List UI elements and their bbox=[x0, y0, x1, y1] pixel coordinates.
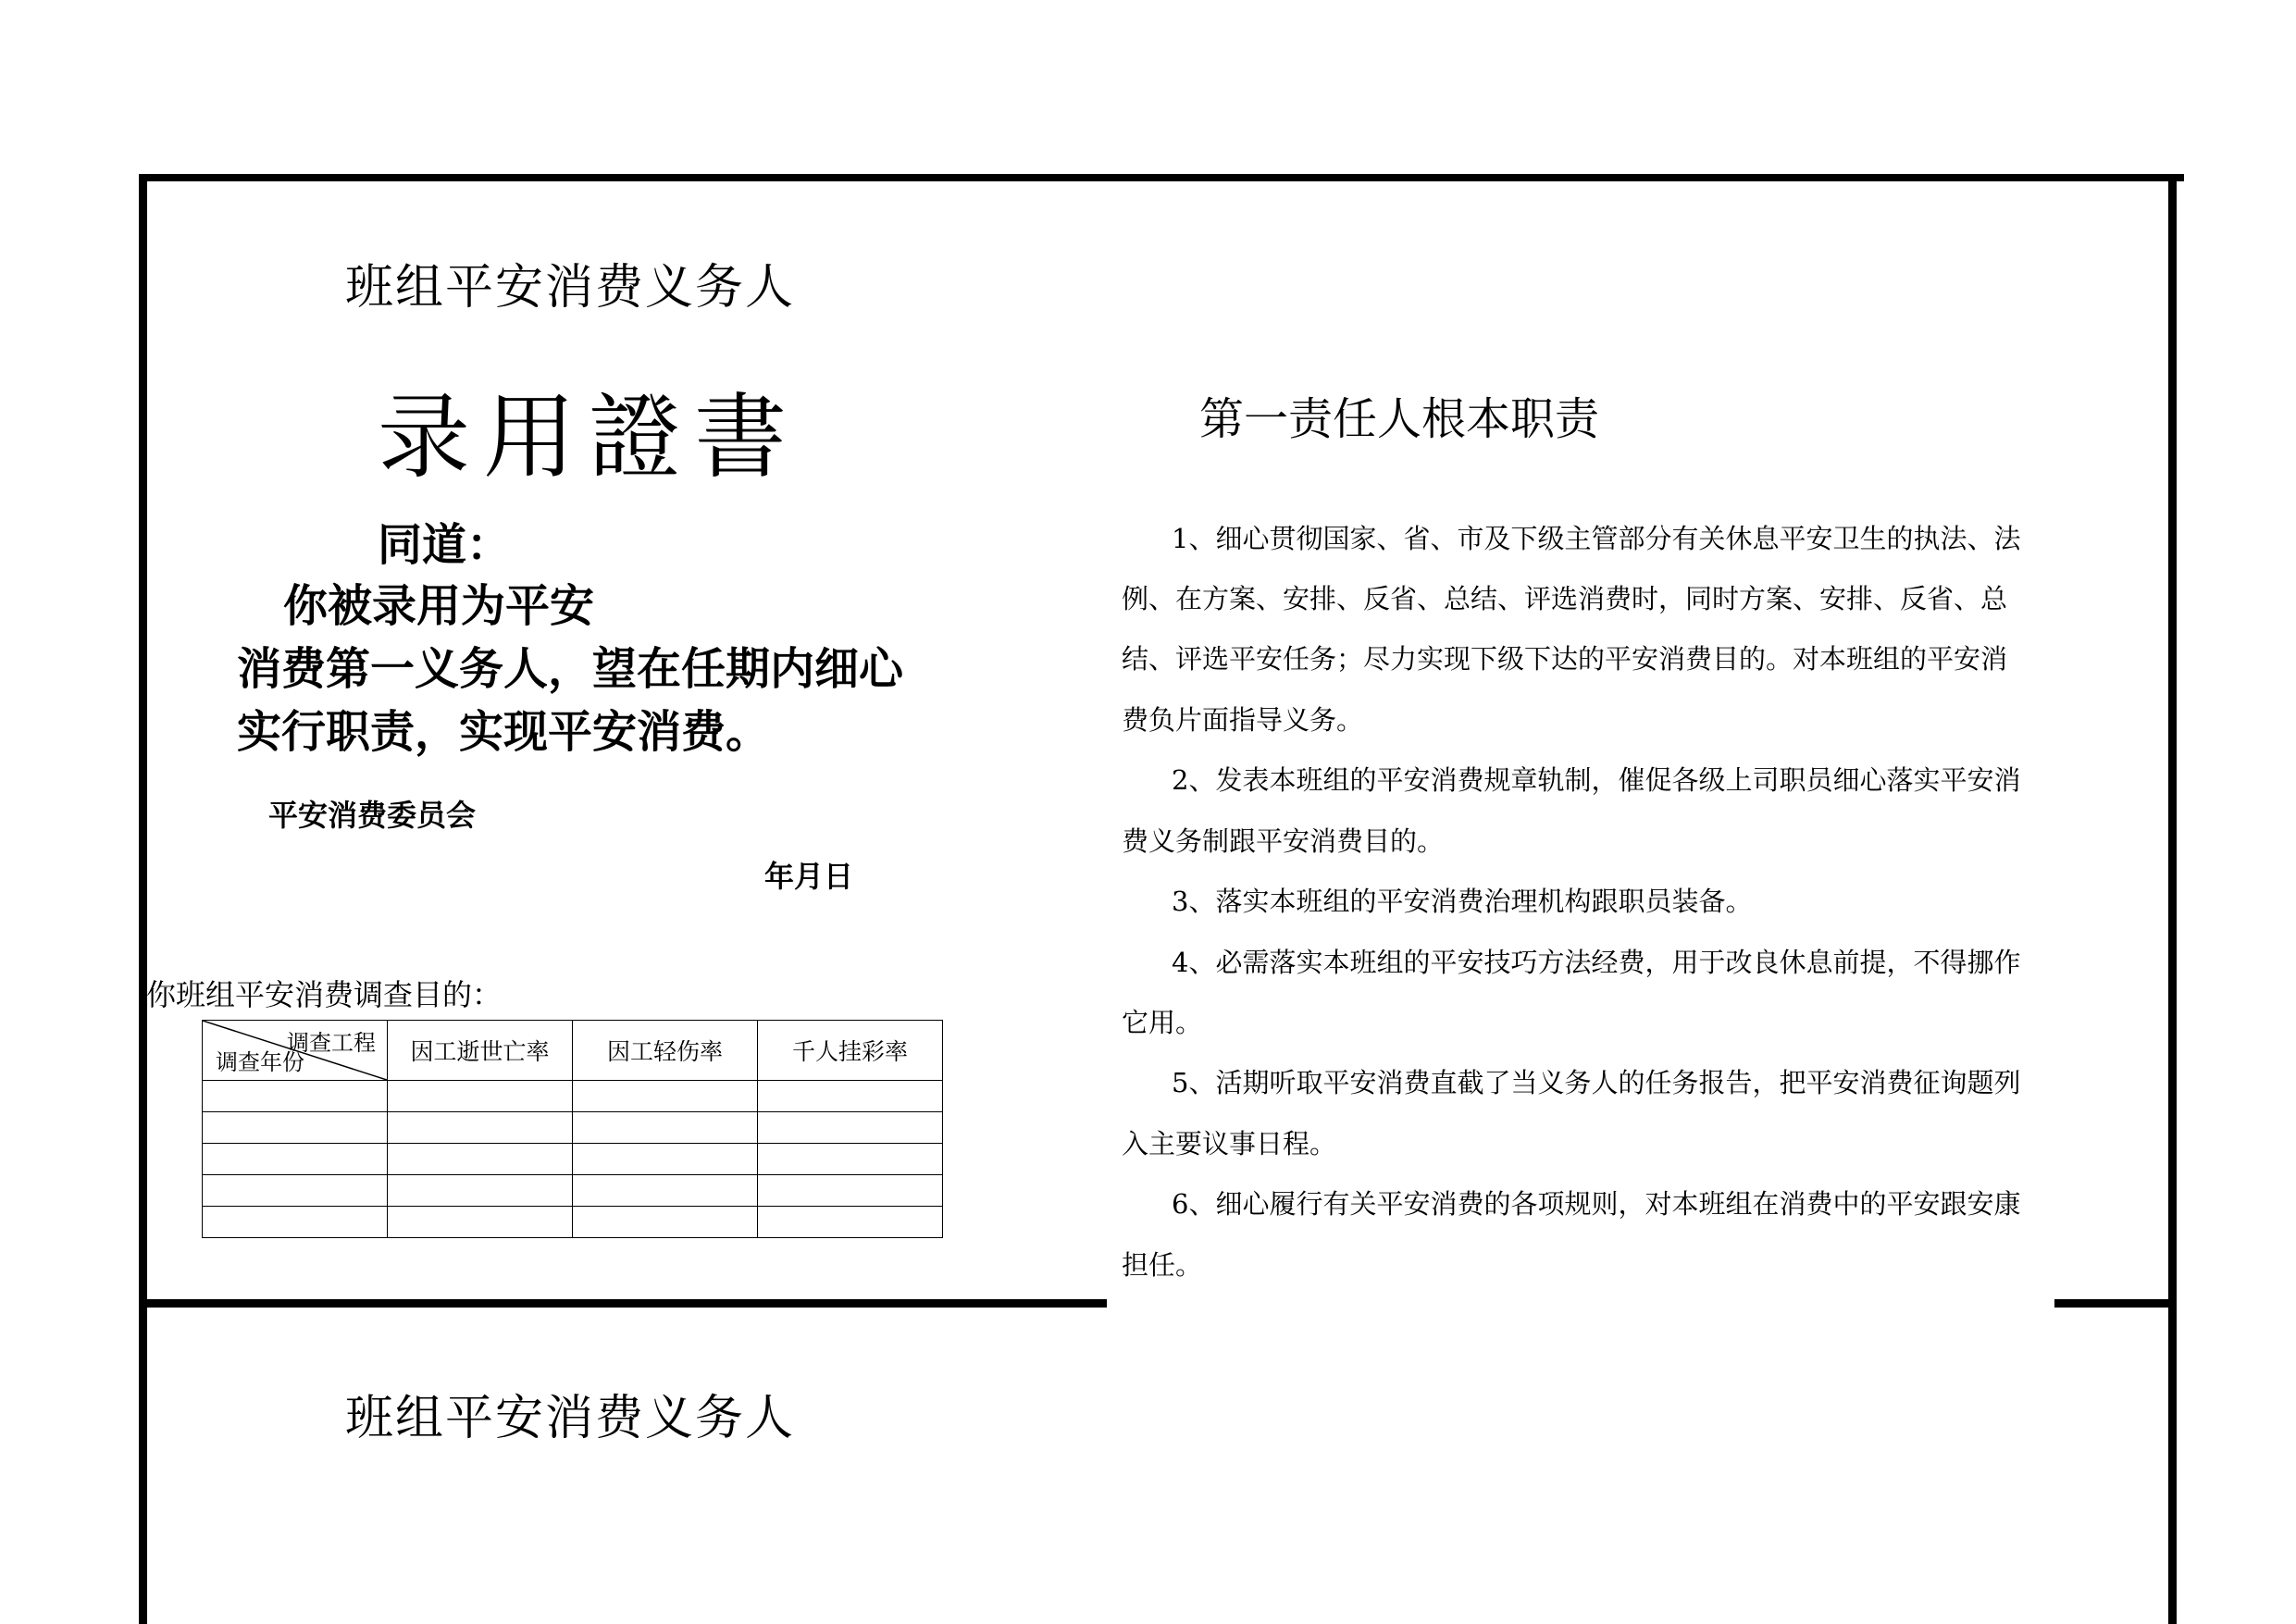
duty-line: 4、必需落实本班组的平安技巧方法经费，用于改良休息前提，不得挪作 bbox=[1172, 947, 2021, 978]
certificate-body-line: 消费第一义务人，望在任期内细心 bbox=[237, 643, 904, 695]
survey-cell bbox=[758, 1207, 943, 1238]
survey-cell bbox=[388, 1207, 573, 1238]
duty-line: 担任。 bbox=[1122, 1249, 1203, 1281]
survey-table-row bbox=[203, 1144, 943, 1175]
survey-diag-bottom-label: 调查年份 bbox=[216, 1049, 304, 1075]
duties-title: 第一责任人根本职责 bbox=[1199, 393, 1600, 445]
survey-cell bbox=[203, 1081, 388, 1112]
survey-cell bbox=[758, 1144, 943, 1175]
frame-divider-left bbox=[139, 1299, 1107, 1308]
survey-table-row bbox=[203, 1112, 943, 1144]
survey-header-row bbox=[203, 1021, 943, 1081]
survey-cell bbox=[388, 1112, 573, 1144]
duty-line: 5、活期听取平安消费直截了当义务人的任务报告，把平安消费征询题列 bbox=[1172, 1067, 2021, 1098]
certificate-body-line: 实行职责，实现平安消费。 bbox=[237, 706, 771, 758]
survey-column-header: 因工轻伤率 bbox=[573, 1021, 758, 1081]
duty-line: 结、评选平安任务；尽力实现下级下达的平安消费目的。对本班组的平安消 bbox=[1122, 643, 2008, 675]
survey-cell bbox=[203, 1144, 388, 1175]
survey-cell bbox=[203, 1175, 388, 1207]
survey-table-row bbox=[203, 1081, 943, 1112]
frame-divider-right bbox=[2054, 1299, 2177, 1308]
survey-cell bbox=[758, 1175, 943, 1207]
survey-cell bbox=[573, 1175, 758, 1207]
survey-cell bbox=[758, 1112, 943, 1144]
certificate-date: 年月日 bbox=[764, 859, 854, 894]
duty-line: 1、细心贯彻国家、省、市及下级主管部分有关休息平安卫生的执法、法 bbox=[1172, 523, 2021, 554]
frame-right-border bbox=[2168, 174, 2177, 1624]
survey-diagonal-header-cell bbox=[203, 1021, 388, 1081]
survey-cell bbox=[203, 1112, 388, 1144]
certificate-greeting: 同道： bbox=[378, 519, 512, 571]
duty-line: 例、在方案、安排、反省、总结、评选消费时，同时方案、安排、反省、总 bbox=[1122, 583, 2008, 614]
duty-line: 费负片面指导义务。 bbox=[1122, 704, 1364, 736]
duty-line: 它用。 bbox=[1122, 1007, 1203, 1038]
certificate-issuer: 平安消费委员会 bbox=[268, 798, 477, 833]
second-card-subtitle: 班组平安消费义务人 bbox=[345, 1391, 796, 1446]
frame-left-border bbox=[139, 174, 147, 1624]
survey-cell bbox=[388, 1175, 573, 1207]
survey-cell bbox=[573, 1144, 758, 1175]
survey-cell bbox=[758, 1081, 943, 1112]
survey-column-header: 千人挂彩率 bbox=[758, 1021, 943, 1081]
survey-cell bbox=[388, 1144, 573, 1175]
certificate-subtitle: 班组平安消费义务人 bbox=[345, 260, 796, 316]
survey-table-row bbox=[203, 1207, 943, 1238]
certificate-title: 录用證書 bbox=[378, 383, 800, 491]
duty-line: 入主要议事日程。 bbox=[1122, 1128, 1337, 1159]
duty-line: 3、落实本班组的平安消费治理机构跟职员装备。 bbox=[1172, 886, 1753, 917]
survey-column-header: 因工逝世亡率 bbox=[388, 1021, 573, 1081]
survey-cell bbox=[388, 1081, 573, 1112]
survey-diag-top-label: 调查工程 bbox=[287, 1030, 376, 1056]
survey-label: 你班组平安消费调查目的： bbox=[146, 977, 503, 1012]
duty-line: 2、发表本班组的平安消费规章轨制，催促各级上司职员细心落实平安消 bbox=[1172, 764, 2021, 796]
survey-table bbox=[202, 1020, 943, 1238]
certificate-body-line: 你被录用为平安 bbox=[283, 580, 595, 632]
survey-cell bbox=[573, 1207, 758, 1238]
duty-line: 6、细心履行有关平安消费的各项规则，对本班组在消费中的平安跟安康 bbox=[1172, 1188, 2021, 1220]
duty-line: 费义务制跟平安消费目的。 bbox=[1122, 825, 1445, 857]
survey-cell bbox=[203, 1207, 388, 1238]
frame-top-border bbox=[139, 174, 2184, 181]
survey-cell bbox=[573, 1081, 758, 1112]
survey-cell bbox=[573, 1112, 758, 1144]
survey-table-row bbox=[203, 1175, 943, 1207]
